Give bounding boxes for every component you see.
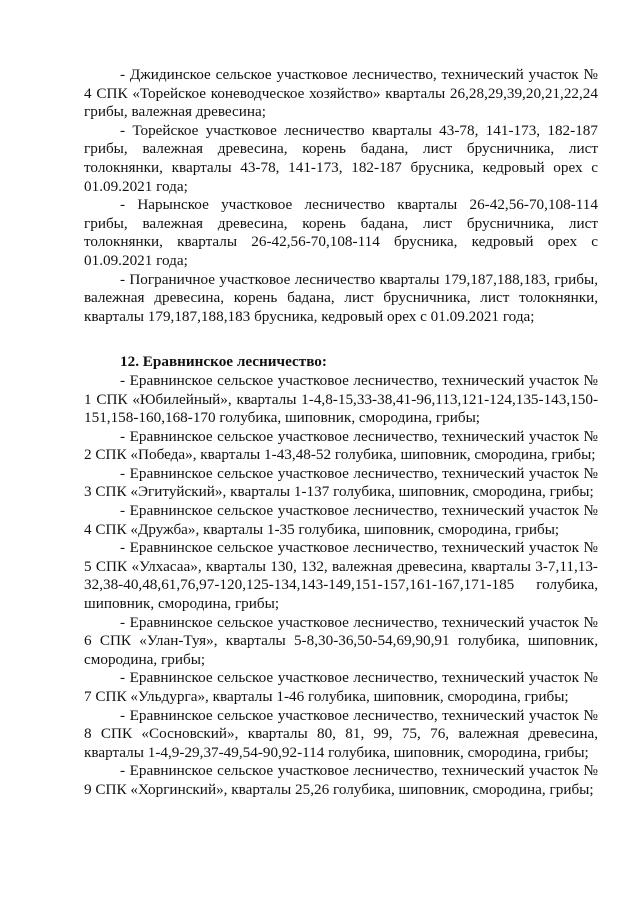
paragraph-uchastok-7: - Еравнинское сельское участковое лесничество, технический участок № 7 СПК «Ульдурга», кварталы 1-46 голубика, шиповник, смородина, грибы; [84, 669, 598, 705]
section-heading: 12. Еравнинское лесничество: [120, 353, 327, 371]
paragraph-pogranichnoe: - Пограничное участковое лесничество кварталы 179,187,188,183, грибы, валежная древесина, корень бадана, лист брусничника, лист толокнянки, кварталы 179,187,188,183 брусника, кедровый орех с 01.09.2021 года; [84, 270, 598, 325]
paragraph-uchastok-5: - Еравнинское сельское участковое лесничество, технический участок № 5 СПК «Улхасаа», кварталы 130, 132, валежная древесина, кварталы 3-7,11,13-32,38-40,48,61,76,97-120,125-134,143-149,151-157,161-167,171-185 голубика, шиповник, смородина, грибы; [84, 539, 598, 613]
paragraph-uchastok-8: - Еравнинское сельское участковое лесничество, технический участок № 8 СПК «Сосновский», кварталы 80, 81, 99, 75, 76, валежная древесина, кварталы 1-4,9-29,37-49,54-90,92-114 голубика, шиповник, смородина, грибы; [84, 706, 598, 761]
paragraph-naryn: - Нарынское участковое лесничество кварталы 26-42,56-70,108-114 грибы, валежная древесина, корень бадана, лист брусничника, лист толокнянки, кварталы 26-42,56-70,108-114 брусника, кедровый орех с 01.09.2021 года; [84, 196, 598, 269]
document-page [84, 66, 598, 800]
paragraph-torey: - Торейское участковое лесничество кварталы 43-78, 141-173, 182-187 грибы, валежная древесина, корень бадана, лист брусничника, лист толокнянки, кварталы 43-78, 141-173, 182-187 брусника, кедровый орех с 01.09.2021 года; [84, 121, 598, 195]
paragraph-uchastok-2: - Еравнинское сельское участковое лесничество, технический участок № 2 СПК «Победа», кварталы 1-43,48-52 голубика, шиповник, смородина, грибы; [84, 427, 598, 464]
paragraph-uchastok-6: - Еравнинское сельское участковое лесничество, технический участок № 6 СПК «Улан-Туя», кварталы 5-8,30-36,50-54,69,90,91 голубика, шиповник, смородина, грибы; [84, 613, 598, 668]
paragraph-uchastok-9: - Еравнинское сельское участковое лесничество, технический участок № 9 СПК «Хоргинский», кварталы 25,26 голубика, шиповник, смородина, грибы; [84, 762, 598, 798]
paragraph-dzhida: - Джидинское сельское участковое лесничество, технический участок № 4 СПК «Торейское коневодческое хозяйство» кварталы 26,28,29,39,20,21,22,24 грибы, валежная древесина; [84, 66, 598, 121]
paragraph-uchastok-3: - Еравнинское сельское участковое лесничество, технический участок № 3 СПК «Эгитуйский», кварталы 1-137 голубика, шиповник, смородина, грибы; [84, 464, 598, 501]
paragraph-uchastok-1: - Еравнинское сельское участковое лесничество, технический участок № 1 СПК «Юбилейный», кварталы 1-4,8-15,33-38,41-96,113,121-124,135-143,150-151,158-160,168-170 голубика, шиповник, смородина, грибы; [84, 371, 598, 427]
paragraph-uchastok-4: - Еравнинское сельское участковое лесничество, технический участок № 4 СПК «Дружба», кварталы 1-35 голубика, шиповник, смородина, грибы; [84, 502, 598, 538]
